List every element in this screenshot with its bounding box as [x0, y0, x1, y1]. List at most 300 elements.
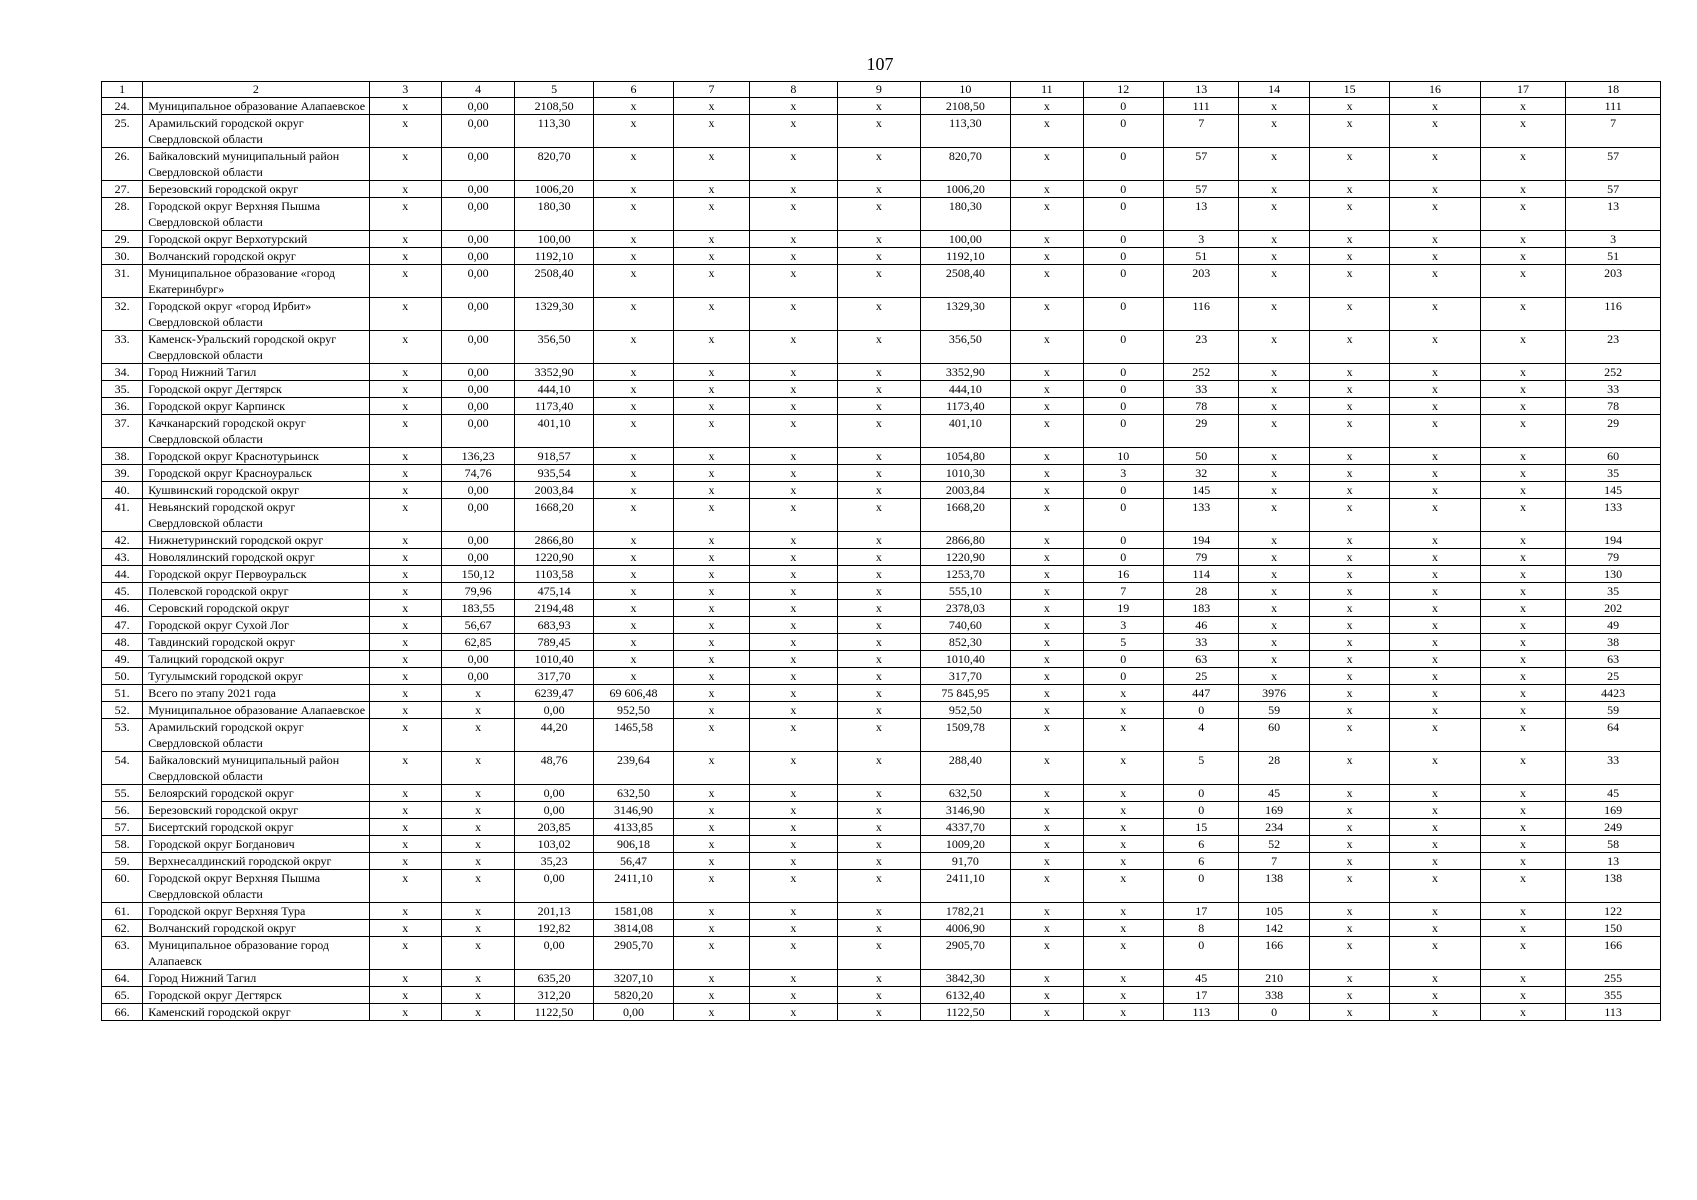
row-number-cell: 51. — [102, 685, 143, 702]
table-cell: x — [593, 634, 673, 651]
table-row — [102, 549, 1661, 566]
table-cell: x — [838, 1004, 920, 1021]
table-cell: 317,70 — [920, 668, 1011, 685]
table-cell: x — [593, 148, 673, 181]
table-cell: 1122,50 — [515, 1004, 593, 1021]
table-cell: 57 — [1566, 181, 1661, 198]
table-cell: 45 — [1164, 970, 1239, 987]
table-cell: x — [674, 265, 749, 298]
table-cell: 0 — [1083, 532, 1163, 549]
table-cell: x — [749, 566, 838, 583]
table-cell: x — [369, 920, 441, 937]
table-cell: 2378,03 — [920, 600, 1011, 617]
table-cell: x — [369, 651, 441, 668]
table-cell: x — [749, 415, 838, 448]
table-cell: 635,20 — [515, 970, 593, 987]
table-cell: 56,67 — [441, 617, 514, 634]
table-cell: x — [1309, 702, 1389, 719]
table-cell: x — [369, 970, 441, 987]
row-number-cell: 30. — [102, 248, 143, 265]
table-cell: x — [1239, 98, 1309, 115]
table-cell: x — [1083, 853, 1163, 870]
table-row — [102, 265, 1661, 298]
table-cell: x — [1011, 448, 1083, 465]
column-header: 3 — [369, 82, 441, 98]
row-number-cell: 26. — [102, 148, 143, 181]
table-cell: 2003,84 — [515, 482, 593, 499]
table-cell: 918,57 — [515, 448, 593, 465]
table-cell: x — [369, 364, 441, 381]
table-cell: x — [369, 532, 441, 549]
table-cell: x — [838, 198, 920, 231]
table-cell: x — [369, 499, 441, 532]
table-cell: 33 — [1566, 381, 1661, 398]
table-cell: x — [1011, 651, 1083, 668]
table-cell: 475,14 — [515, 583, 593, 600]
table-cell: x — [1480, 752, 1565, 785]
table-cell: 0 — [1083, 668, 1163, 685]
table-cell: 133 — [1164, 499, 1239, 532]
table-cell: x — [1390, 617, 1481, 634]
table-cell: x — [1480, 785, 1565, 802]
table-cell: x — [1309, 198, 1389, 231]
table-cell: x — [1480, 920, 1565, 937]
table-cell: 202 — [1566, 600, 1661, 617]
table-cell: x — [441, 819, 514, 836]
table-cell: x — [1011, 870, 1083, 903]
table-cell: 150 — [1566, 920, 1661, 937]
table-cell: 113 — [1164, 1004, 1239, 1021]
table-cell: 1103,58 — [515, 566, 593, 583]
table-cell: 113 — [1566, 1004, 1661, 1021]
column-header: 7 — [674, 82, 749, 98]
table-cell: x — [1390, 98, 1481, 115]
table-cell: 19 — [1083, 600, 1163, 617]
table-cell: 111 — [1566, 98, 1661, 115]
table-cell: 1782,21 — [920, 903, 1011, 920]
table-cell: x — [1309, 98, 1389, 115]
table-cell: x — [1390, 398, 1481, 415]
table-cell: x — [1239, 499, 1309, 532]
table-cell: 142 — [1239, 920, 1309, 937]
table-cell: 0,00 — [441, 181, 514, 198]
table-cell: 38 — [1566, 634, 1661, 651]
table-cell: x — [749, 785, 838, 802]
table-cell: x — [1083, 719, 1163, 752]
table-cell: 56,47 — [593, 853, 673, 870]
table-cell: x — [1011, 819, 1083, 836]
table-cell: 13 — [1566, 853, 1661, 870]
table-cell: x — [1390, 381, 1481, 398]
table-cell: 150,12 — [441, 566, 514, 583]
table-cell: x — [1480, 853, 1565, 870]
column-header: 14 — [1239, 82, 1309, 98]
table-row — [102, 532, 1661, 549]
table-cell: x — [838, 920, 920, 937]
table-cell: 0,00 — [515, 802, 593, 819]
table-cell: x — [1309, 583, 1389, 600]
table-cell: x — [674, 549, 749, 566]
column-header: 8 — [749, 82, 838, 98]
municipality-name-cell: Березовский городской округ — [143, 181, 369, 198]
table-cell: x — [1480, 364, 1565, 381]
table-cell: 0 — [1164, 870, 1239, 903]
table-cell: 33 — [1566, 752, 1661, 785]
table-cell: x — [749, 668, 838, 685]
table-cell: 0 — [1083, 198, 1163, 231]
table-cell: x — [1239, 532, 1309, 549]
table-cell: x — [1480, 987, 1565, 1004]
table-cell: 2411,10 — [920, 870, 1011, 903]
table-cell: x — [749, 870, 838, 903]
table-cell: 820,70 — [515, 148, 593, 181]
table-cell: x — [1239, 668, 1309, 685]
column-header: 5 — [515, 82, 593, 98]
table-row — [102, 415, 1661, 448]
table-cell: 25 — [1164, 668, 1239, 685]
table-cell: x — [749, 381, 838, 398]
table-cell: x — [441, 970, 514, 987]
table-row — [102, 836, 1661, 853]
table-cell: x — [1309, 870, 1389, 903]
table-row — [102, 785, 1661, 802]
table-cell: 169 — [1239, 802, 1309, 819]
table-cell: x — [1480, 381, 1565, 398]
table-cell: x — [1390, 651, 1481, 668]
table-cell: x — [369, 381, 441, 398]
table-cell: x — [1390, 702, 1481, 719]
table-cell: x — [1011, 331, 1083, 364]
table-cell: 16 — [1083, 566, 1163, 583]
table-cell: x — [593, 532, 673, 549]
municipality-name-cell: Байкаловский муниципальный район Свердловской области — [143, 752, 369, 785]
table-cell: 0,00 — [441, 364, 514, 381]
table-cell: x — [1309, 987, 1389, 1004]
municipality-name-cell: Городской округ Богданович — [143, 836, 369, 853]
table-row — [102, 248, 1661, 265]
table-cell: 0,00 — [441, 298, 514, 331]
table-cell: x — [1390, 148, 1481, 181]
table-cell: x — [1480, 651, 1565, 668]
table-cell: x — [838, 381, 920, 398]
municipality-name-cell: Нижнетуринский городской округ — [143, 532, 369, 549]
table-cell: x — [593, 566, 673, 583]
table-cell: x — [1239, 231, 1309, 248]
table-cell: x — [1309, 836, 1389, 853]
table-cell: x — [674, 752, 749, 785]
table-cell: x — [838, 181, 920, 198]
table-cell: x — [1390, 482, 1481, 499]
table-cell: x — [749, 752, 838, 785]
table-cell: 356,50 — [920, 331, 1011, 364]
row-number-cell: 46. — [102, 600, 143, 617]
table-row — [102, 499, 1661, 532]
table-cell: 28 — [1164, 583, 1239, 600]
table-cell: x — [1480, 549, 1565, 566]
table-cell: x — [1480, 248, 1565, 265]
table-cell: x — [1390, 1004, 1481, 1021]
table-cell: x — [838, 702, 920, 719]
table-cell: 203 — [1566, 265, 1661, 298]
table-cell: x — [674, 600, 749, 617]
municipality-name-cell: Верхнесалдинский городской округ — [143, 853, 369, 870]
table-cell: 0,00 — [441, 115, 514, 148]
row-number-cell: 33. — [102, 331, 143, 364]
row-number-cell: 25. — [102, 115, 143, 148]
table-cell: x — [1309, 937, 1389, 970]
table-cell: 64 — [1566, 719, 1661, 752]
table-cell: x — [1309, 499, 1389, 532]
table-cell: x — [838, 248, 920, 265]
table-cell: x — [369, 465, 441, 482]
table-cell: x — [1480, 98, 1565, 115]
table-cell: 0,00 — [441, 398, 514, 415]
table-cell: 100,00 — [920, 231, 1011, 248]
table-cell: x — [749, 836, 838, 853]
column-header: 13 — [1164, 82, 1239, 98]
table-cell: x — [838, 549, 920, 566]
row-number-cell: 32. — [102, 298, 143, 331]
table-cell: 1220,90 — [515, 549, 593, 566]
table-cell: 45 — [1239, 785, 1309, 802]
municipality-name-cell: Город Нижний Тагил — [143, 364, 369, 381]
table-row — [102, 719, 1661, 752]
table-cell: x — [1390, 115, 1481, 148]
table-cell: x — [593, 668, 673, 685]
table-cell: x — [593, 381, 673, 398]
table-cell: x — [1239, 298, 1309, 331]
table-cell: x — [838, 231, 920, 248]
table-cell: 2411,10 — [593, 870, 673, 903]
row-number-cell: 56. — [102, 802, 143, 819]
table-cell: 0 — [1164, 937, 1239, 970]
table-cell: x — [1390, 248, 1481, 265]
table-cell: x — [1083, 836, 1163, 853]
table-cell: 0 — [1083, 651, 1163, 668]
row-number-cell: 24. — [102, 98, 143, 115]
table-cell: 180,30 — [515, 198, 593, 231]
table-cell: 32 — [1164, 465, 1239, 482]
municipality-name-cell: Волчанский городской округ — [143, 248, 369, 265]
column-header: 12 — [1083, 82, 1163, 98]
table-cell: x — [369, 987, 441, 1004]
table-cell: x — [1390, 198, 1481, 231]
table-cell: x — [838, 668, 920, 685]
table-cell: 62,85 — [441, 634, 514, 651]
table-row — [102, 181, 1661, 198]
table-cell: x — [369, 634, 441, 651]
table-cell: 122 — [1566, 903, 1661, 920]
table-cell: x — [838, 265, 920, 298]
table-cell: x — [1309, 651, 1389, 668]
table-cell: 0 — [1164, 785, 1239, 802]
municipality-name-cell: Всего по этапу 2021 года — [143, 685, 369, 702]
row-number-cell: 50. — [102, 668, 143, 685]
table-cell: x — [1480, 937, 1565, 970]
table-cell: 203,85 — [515, 819, 593, 836]
table-cell: x — [369, 265, 441, 298]
table-cell: x — [674, 398, 749, 415]
table-cell: x — [1390, 752, 1481, 785]
table-cell: 13 — [1164, 198, 1239, 231]
table-cell: 169 — [1566, 802, 1661, 819]
table-cell: x — [1011, 566, 1083, 583]
table-cell: x — [674, 634, 749, 651]
table-cell: x — [1011, 248, 1083, 265]
table-cell: x — [441, 853, 514, 870]
table-cell: x — [1309, 719, 1389, 752]
table-cell: 820,70 — [920, 148, 1011, 181]
table-cell: x — [369, 148, 441, 181]
table-cell: 10 — [1083, 448, 1163, 465]
table-cell: x — [838, 583, 920, 600]
table-cell: x — [1480, 265, 1565, 298]
table-cell: x — [1083, 685, 1163, 702]
table-cell: x — [1011, 148, 1083, 181]
table-cell: 75 845,95 — [920, 685, 1011, 702]
table-cell: x — [674, 198, 749, 231]
table-cell: x — [1390, 298, 1481, 331]
table-cell: x — [1239, 634, 1309, 651]
table-cell: x — [1390, 600, 1481, 617]
table-cell: x — [1309, 465, 1389, 482]
table-cell: x — [1390, 802, 1481, 819]
table-cell: 0 — [1083, 549, 1163, 566]
table-cell: x — [593, 364, 673, 381]
row-number-cell: 48. — [102, 634, 143, 651]
municipality-name-cell: Муниципальное образование Алапаевское — [143, 702, 369, 719]
table-cell: x — [1239, 248, 1309, 265]
table-cell: x — [1011, 836, 1083, 853]
table-cell: 789,45 — [515, 634, 593, 651]
table-cell: 166 — [1239, 937, 1309, 970]
row-number-cell: 66. — [102, 1004, 143, 1021]
municipality-name-cell: Муниципальное образование Алапаевское — [143, 98, 369, 115]
row-number-cell: 52. — [102, 702, 143, 719]
table-cell: 0,00 — [441, 415, 514, 448]
table-cell: x — [1083, 970, 1163, 987]
table-cell: 740,60 — [920, 617, 1011, 634]
table-cell: x — [593, 415, 673, 448]
table-row — [102, 1004, 1661, 1021]
table-cell: x — [749, 181, 838, 198]
table-cell: 28 — [1239, 752, 1309, 785]
table-cell: x — [749, 617, 838, 634]
table-cell: 35 — [1566, 465, 1661, 482]
table-row — [102, 298, 1661, 331]
municipality-name-cell: Невьянский городской округ Свердловской области — [143, 499, 369, 532]
table-cell: 338 — [1239, 987, 1309, 1004]
table-cell: 2905,70 — [920, 937, 1011, 970]
table-cell: x — [1011, 752, 1083, 785]
table-cell: x — [1011, 802, 1083, 819]
table-cell: x — [1011, 600, 1083, 617]
table-cell: x — [674, 231, 749, 248]
table-row — [102, 903, 1661, 920]
table-cell: x — [749, 702, 838, 719]
table-cell: 0,00 — [441, 381, 514, 398]
municipality-name-cell: Городской округ Первоуральск — [143, 566, 369, 583]
table-cell: 51 — [1566, 248, 1661, 265]
table-cell: x — [1239, 181, 1309, 198]
table-cell: x — [1011, 634, 1083, 651]
table-cell: 255 — [1566, 970, 1661, 987]
table-cell: x — [674, 702, 749, 719]
table-cell: 0 — [1083, 381, 1163, 398]
table-cell: x — [369, 482, 441, 499]
table-cell: x — [1011, 398, 1083, 415]
table-cell: 2866,80 — [920, 532, 1011, 549]
column-header: 1 — [102, 82, 143, 98]
table-cell: x — [1390, 987, 1481, 1004]
table-cell: x — [1309, 685, 1389, 702]
table-cell: x — [838, 448, 920, 465]
table-cell: x — [1239, 115, 1309, 148]
municipality-name-cell: Городской округ Верхотурский — [143, 231, 369, 248]
row-number-cell: 29. — [102, 231, 143, 248]
table-cell: x — [1480, 331, 1565, 364]
table-cell: 239,64 — [593, 752, 673, 785]
table-cell: x — [1011, 903, 1083, 920]
table-cell: x — [838, 937, 920, 970]
table-cell: 51 — [1164, 248, 1239, 265]
table-cell: x — [674, 364, 749, 381]
table-row — [102, 600, 1661, 617]
table-cell: x — [838, 148, 920, 181]
row-number-cell: 49. — [102, 651, 143, 668]
table-cell: x — [1309, 448, 1389, 465]
table-cell: x — [674, 870, 749, 903]
table-cell: x — [1390, 634, 1481, 651]
table-cell: 13 — [1566, 198, 1661, 231]
table-cell: x — [749, 719, 838, 752]
table-cell: x — [674, 448, 749, 465]
row-number-cell: 41. — [102, 499, 143, 532]
table-row — [102, 583, 1661, 600]
table-cell: 1006,20 — [515, 181, 593, 198]
table-cell: x — [1309, 532, 1389, 549]
municipality-name-cell: Талицкий городской округ — [143, 651, 369, 668]
table-cell: 3976 — [1239, 685, 1309, 702]
table-cell: x — [1011, 937, 1083, 970]
table-cell: x — [749, 920, 838, 937]
table-cell: 1509,78 — [920, 719, 1011, 752]
municipality-name-cell: Белоярский городской округ — [143, 785, 369, 802]
table-cell: x — [593, 231, 673, 248]
table-cell: x — [1480, 448, 1565, 465]
table-cell: 234 — [1239, 819, 1309, 836]
table-cell: x — [1390, 415, 1481, 448]
table-cell: x — [1390, 668, 1481, 685]
municipality-name-cell: Каменск-Уральский городской округ Свердловской области — [143, 331, 369, 364]
table-cell: 2866,80 — [515, 532, 593, 549]
table-cell: x — [1390, 465, 1481, 482]
table-cell: x — [1480, 819, 1565, 836]
table-cell: 48,76 — [515, 752, 593, 785]
table-cell: 15 — [1164, 819, 1239, 836]
table-cell: 0,00 — [441, 148, 514, 181]
table-cell: x — [674, 719, 749, 752]
table-row — [102, 668, 1661, 685]
table-cell: 0 — [1083, 499, 1163, 532]
table-cell: 0,00 — [441, 499, 514, 532]
table-cell: 79,96 — [441, 583, 514, 600]
table-cell: 401,10 — [515, 415, 593, 448]
table-cell: 194 — [1164, 532, 1239, 549]
table-cell: 33 — [1164, 381, 1239, 398]
table-cell: x — [1309, 265, 1389, 298]
table-cell: 906,18 — [593, 836, 673, 853]
